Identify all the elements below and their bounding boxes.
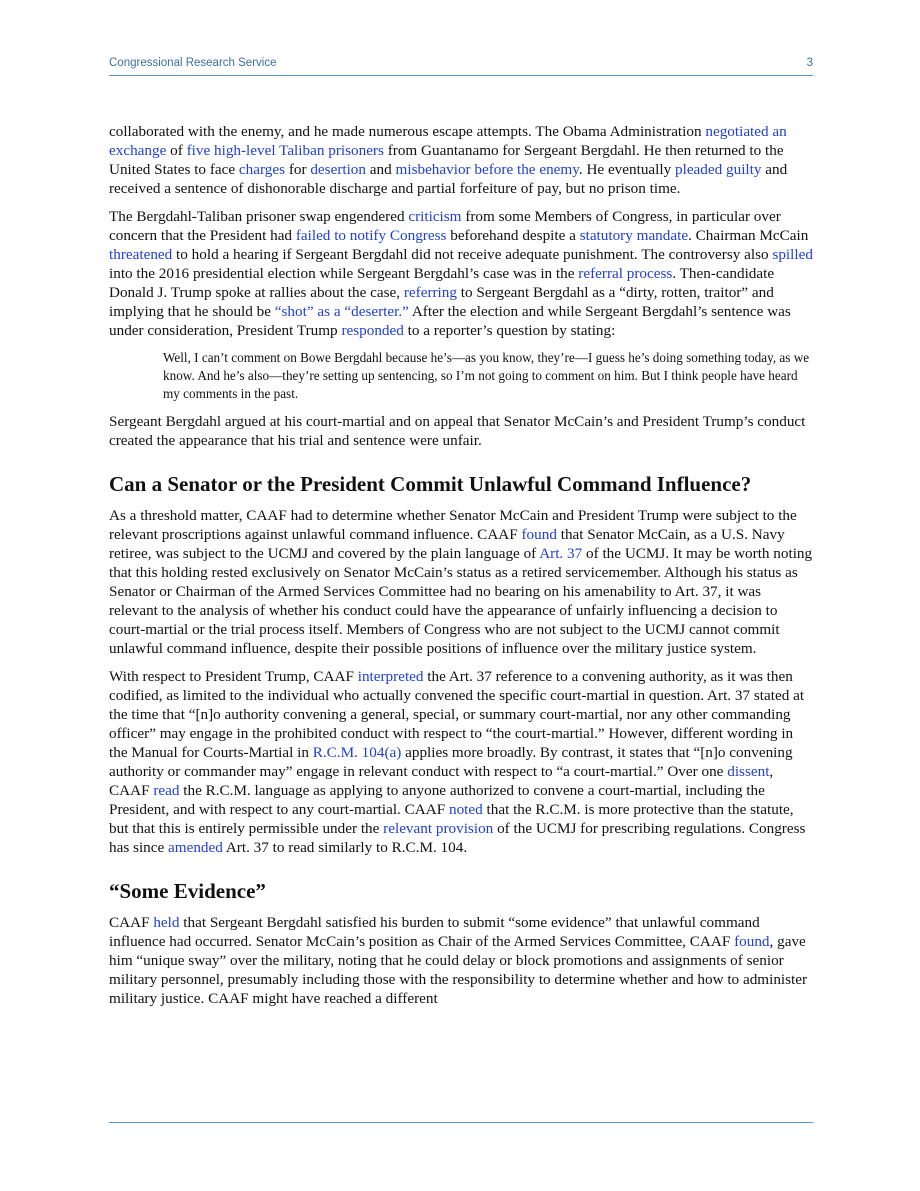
hyperlink[interactable]: referring <box>403 284 457 301</box>
hyperlink[interactable]: charges <box>238 161 286 178</box>
hyperlink[interactable]: noted <box>448 801 483 818</box>
header-title: Congressional Research Service <box>109 57 277 69</box>
hyperlink[interactable]: statutory mandate <box>579 227 689 244</box>
text-run: beforehand despite a <box>446 227 580 244</box>
document-body <box>109 122 813 1017</box>
hyperlink[interactable]: found <box>734 933 770 950</box>
text-run: , CAAF <box>109 763 774 799</box>
text-run: collaborated with the enemy, and he made numerous escape attempts. The Obama Administration <box>109 123 706 140</box>
footer-rule <box>109 1122 813 1123</box>
hyperlink[interactable]: criticism <box>408 208 462 225</box>
hyperlink[interactable]: amended <box>168 839 223 856</box>
text-run: and received a sentence of dishonorable discharge and partial forfeiture of pay, but no prison time. <box>109 161 788 197</box>
paragraph <box>109 506 813 658</box>
hyperlink[interactable]: spilled <box>772 246 813 263</box>
hyperlink[interactable]: relevant provision <box>383 820 494 837</box>
paragraph: Sergeant Bergdahl argued at his court-martial and on appeal that Senator McCain’s and President Trump’s conduct created the appearance that his trial and sentence were unfair. <box>109 413 806 449</box>
text-run: the R.C.M. language as applying to anyone authorized to convene a court-martial, including the President, and with respect to any court-martial. CAAF <box>109 782 765 818</box>
text-run: of the UCMJ for prescribing regulations. Congress has since <box>109 820 806 856</box>
section-heading: “Some Evidence” <box>109 879 266 903</box>
text-run: . Then-candidate Donald J. Trump spoke at rallies about the case, <box>109 265 775 301</box>
text-run: from Guantanamo for Sergeant Bergdahl. He then returned to the United States to face <box>109 142 784 178</box>
header-rule <box>109 75 813 76</box>
hyperlink[interactable]: referral process <box>578 265 673 282</box>
text-run: of the UCMJ. It may be worth noting that this holding rested exclusively on Senator McCain’s status as a retired servicemember. Although his status as Senator or Chairman of the Armed Services Committee had no bearing on his amenability to Art. 37, it was relevant to the analysis of whether his conduct could have the appearance of unfairly influencing a decision to court-martial or the trial process itself. Members of Congress who are not subject to the UCMJ cannot commit unlawful command influence, despite their possible positions of influence over the military justice system. <box>109 545 813 657</box>
hyperlink[interactable]: responded <box>341 322 404 339</box>
paragraph <box>109 667 813 857</box>
text-run: With respect to President Trump, CAAF <box>109 668 358 685</box>
block-quote: Well, I can’t comment on Bowe Bergdahl because he’s—as you know, they’re—I guess he’s doing something today, as we know. And he’s also—they’re setting up sentencing, so I’m not going to comment on him. But I think people have heard my comments in the past. <box>163 350 810 401</box>
hyperlink[interactable]: failed to notify Congress <box>295 227 447 244</box>
hyperlink[interactable]: read <box>153 782 180 799</box>
text-run: . Chairman McCain <box>688 227 809 244</box>
text-run: to Sergeant Bergdahl as a “dirty, rotten, traitor” and implying that he should be <box>109 284 774 320</box>
text-run: into the 2016 presidential election while Sergeant Bergdahl’s case was in the <box>109 265 579 282</box>
text-run: The Bergdahl-Taliban prisoner swap engendered <box>109 208 409 225</box>
hyperlink[interactable]: found <box>521 526 557 543</box>
hyperlink[interactable]: interpreted <box>357 668 424 685</box>
text-run: applies more broadly. By contrast, it states that “[n]o convening authority or commander may” engage in relevant conduct with respect to “a court-martial.” Over one <box>109 744 793 780</box>
section-heading: Can a Senator or the President Commit Unlawful Command Influence? <box>109 472 752 496</box>
text-run: CAAF <box>109 914 154 931</box>
text-run: of <box>166 142 187 159</box>
paragraph <box>109 913 813 1008</box>
page-number: 3 <box>806 57 813 69</box>
running-header <box>109 57 813 75</box>
text-run: . He eventually <box>578 161 675 178</box>
paragraph <box>109 122 813 198</box>
text-run: and <box>366 161 396 178</box>
hyperlink[interactable]: held <box>153 914 180 931</box>
hyperlink[interactable]: threatened <box>109 246 173 263</box>
text-run: to a reporter’s question by stating: <box>403 322 616 339</box>
text-run: As a threshold matter, CAAF had to determine whether Senator McCain and President Trump were subject to the relevant proscriptions against unlawful command influence. CAAF <box>109 507 797 543</box>
text-run: for <box>285 161 311 178</box>
text-run: from some Members of Congress, in particular over concern that the President had <box>109 208 781 244</box>
text-run: that the R.C.M. is more protective than the statute, but that this is entirely permissible under the <box>109 801 794 837</box>
text-run: the Art. 37 reference to a convening authority, as it was then codified, as limited to the individual who actually convened the specific court-martial in question. Art. 37 stated at the time that “[n]o authority convening a general, special, or summary court-martial, nor any other commanding officer” may engage in the prohibited conduct with respect to “the court-martial.” However, different wording in the Manual for Courts-Martial in <box>109 668 805 761</box>
hyperlink[interactable]: Art. 37 <box>539 545 583 562</box>
text-run: that Sergeant Bergdahl satisfied his burden to submit “some evidence” that unlawful command influence had occurred. Senator McCain’s position as Chair of the Armed Services Committee, CAAF <box>109 914 760 950</box>
hyperlink[interactable]: R.C.M. 104(a) <box>312 744 402 761</box>
text-run: After the election and while Sergeant Bergdahl’s sentence was under consideration, President Trump <box>109 303 791 339</box>
hyperlink[interactable]: desertion <box>310 161 366 178</box>
text-run: Art. 37 to read similarly to R.C.M. 104. <box>222 839 468 856</box>
hyperlink[interactable]: dissent <box>727 763 770 780</box>
paragraph <box>109 207 813 340</box>
text-run: to hold a hearing if Sergeant Bergdahl did not receive adequate punishment. The controversy also <box>172 246 773 263</box>
hyperlink[interactable]: negotiated an exchange <box>109 123 787 159</box>
hyperlink[interactable]: “shot” as a “deserter.” <box>274 303 409 320</box>
text-run: , gave him “unique sway” over the military, noting that he could delay or block promotions and assignments of senior military personnel, presumably including those with the responsibility to determine whether and how to administer military justice. CAAF might have reached a different <box>109 933 808 1007</box>
hyperlink[interactable]: five high-level Taliban prisoners <box>186 142 384 159</box>
text-run: that Senator McCain, as a U.S. Navy retiree, was subject to the UCMJ and covered by the plain language of <box>109 526 785 562</box>
hyperlink[interactable]: pleaded guilty <box>675 161 762 178</box>
hyperlink[interactable]: misbehavior before the enemy <box>395 161 579 178</box>
